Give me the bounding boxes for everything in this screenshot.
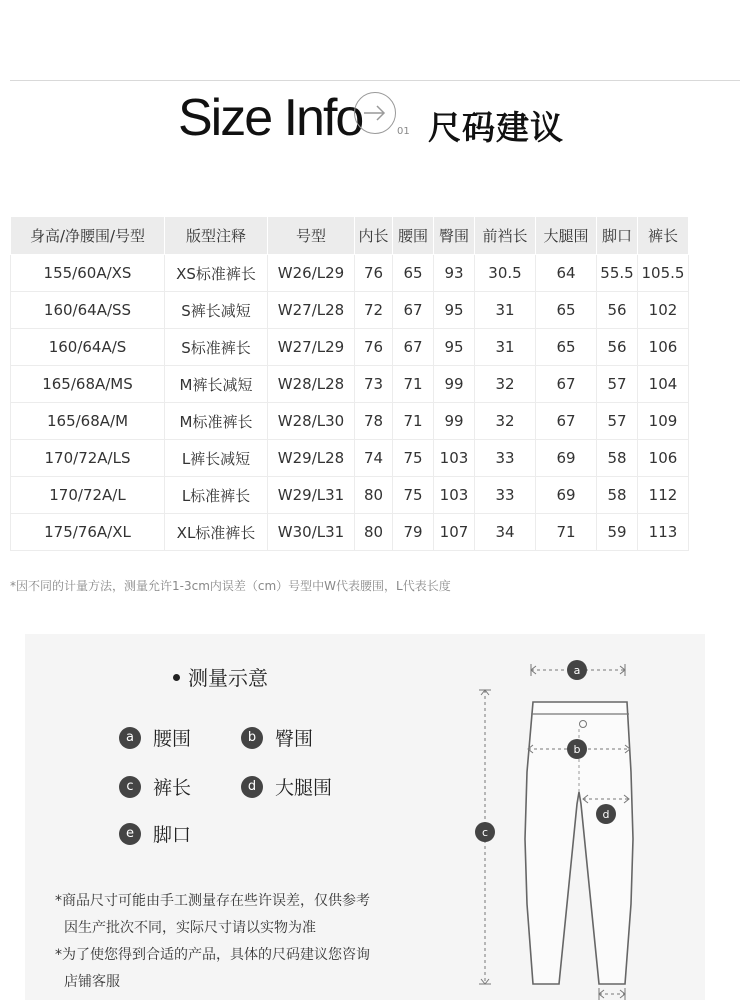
table-cell: 79: [393, 514, 434, 551]
table-cell: 71: [536, 514, 597, 551]
table-row: [11, 255, 689, 292]
table-row: [11, 292, 689, 329]
legend-label: 脚口: [153, 824, 192, 846]
table-cell: 175/76A/XL: [11, 514, 165, 551]
table-cell: 160/64A/S: [11, 329, 165, 366]
table-cell: 76: [355, 255, 393, 292]
col-header: 腰围: [393, 217, 434, 255]
table-cell: 64: [536, 255, 597, 292]
table-cell: 72: [355, 292, 393, 329]
table-cell: 30.5: [475, 255, 536, 292]
footnotes: [55, 888, 370, 996]
footnote-line: *商品尺寸可能由手工测量存在些许误差，仅供参考: [55, 893, 370, 909]
col-header: 脚口: [597, 217, 638, 255]
footnote-line: 店铺客服: [64, 974, 120, 990]
page-header: [178, 86, 598, 156]
table-cell: 102: [638, 292, 689, 329]
table-cell: 33: [475, 477, 536, 514]
table-cell: 65: [536, 329, 597, 366]
table-cell: 104: [638, 366, 689, 403]
table-body: [11, 255, 689, 551]
table-cell: 34: [475, 514, 536, 551]
table-cell: 56: [597, 329, 638, 366]
page-number: 01: [397, 126, 410, 137]
badge-d: d: [241, 776, 263, 798]
table-cell: 75: [393, 477, 434, 514]
table-cell: 67: [536, 366, 597, 403]
table-cell: 76: [355, 329, 393, 366]
table-cell: 160/64A/SS: [11, 292, 165, 329]
table-cell: 71: [393, 366, 434, 403]
bullet-icon: [173, 674, 180, 681]
table-cell: 32: [475, 366, 536, 403]
table-header-row: [11, 217, 689, 255]
table-cell: 73: [355, 366, 393, 403]
footnote-line: 因生产批次不同，实际尺寸请以实物为准: [64, 920, 316, 936]
col-header: 大腿围: [536, 217, 597, 255]
table-cell: 170/72A/L: [11, 477, 165, 514]
table-cell: 32: [475, 403, 536, 440]
legend-label: 腰围: [153, 728, 192, 750]
table-cell: 65: [536, 292, 597, 329]
table-cell: W29/L28: [268, 440, 355, 477]
table-cell: 69: [536, 440, 597, 477]
marker-d-label: d: [602, 808, 610, 821]
arrow-right-icon: [354, 92, 396, 134]
table-cell: 103: [434, 477, 475, 514]
table-cell: 71: [393, 403, 434, 440]
badge-b: b: [241, 727, 263, 749]
table-cell: 106: [638, 329, 689, 366]
table-cell: 57: [597, 403, 638, 440]
measurement-panel: [25, 634, 705, 1000]
table-cell: 165/68A/M: [11, 403, 165, 440]
legend-label: 裤长: [153, 777, 192, 799]
table-cell: M裤长减短: [165, 366, 268, 403]
measure-title-text: 测量示意: [188, 666, 268, 690]
badge-e: e: [119, 823, 141, 845]
table-cell: 99: [434, 366, 475, 403]
col-header: 裤长: [638, 217, 689, 255]
table-cell: 99: [434, 403, 475, 440]
table-cell: 78: [355, 403, 393, 440]
table-cell: 67: [393, 329, 434, 366]
title-chinese: 尺码建议: [428, 108, 564, 147]
legend-item-b: [241, 724, 313, 751]
col-header: 前裆长: [475, 217, 536, 255]
badge-a: a: [119, 727, 141, 749]
table-cell: 67: [536, 403, 597, 440]
table-cell: 57: [597, 366, 638, 403]
table-cell: 33: [475, 440, 536, 477]
table-cell: W30/L31: [268, 514, 355, 551]
marker-c-label: c: [481, 826, 489, 839]
table-cell: W29/L31: [268, 477, 355, 514]
badge-c: c: [119, 776, 141, 798]
col-header: 内长: [355, 217, 393, 255]
legend-item-e: [119, 820, 191, 847]
table-cell: W28/L30: [268, 403, 355, 440]
table-cell: 75: [393, 440, 434, 477]
legend-item-a: [119, 724, 191, 751]
pants-diagram: [473, 654, 693, 1000]
table-cell: 112: [638, 477, 689, 514]
table-cell: 113: [638, 514, 689, 551]
table-cell: 74: [355, 440, 393, 477]
marker-b-label: b: [573, 743, 581, 756]
col-header: 臀围: [434, 217, 475, 255]
table-cell: 59: [597, 514, 638, 551]
legend-label: 大腿围: [275, 777, 333, 799]
table-row: [11, 403, 689, 440]
measure-title: [173, 662, 268, 691]
table-cell: L标准裤长: [165, 477, 268, 514]
table-cell: XS标准裤长: [165, 255, 268, 292]
table-cell: W27/L28: [268, 292, 355, 329]
col-header: 号型: [268, 217, 355, 255]
table-cell: 56: [597, 292, 638, 329]
table-cell: 95: [434, 329, 475, 366]
table-row: [11, 366, 689, 403]
table-cell: W26/L29: [268, 255, 355, 292]
table-cell: L裤长减短: [165, 440, 268, 477]
table-cell: 31: [475, 292, 536, 329]
table-cell: W28/L28: [268, 366, 355, 403]
table-cell: 155/60A/XS: [11, 255, 165, 292]
legend-label: 臀围: [275, 728, 314, 750]
table-cell: 55.5: [597, 255, 638, 292]
legend-item-c: [119, 773, 191, 800]
table-cell: 58: [597, 440, 638, 477]
table-cell: 103: [434, 440, 475, 477]
table-row: [11, 477, 689, 514]
table-cell: 80: [355, 514, 393, 551]
table-cell: XL标准裤长: [165, 514, 268, 551]
table-cell: 31: [475, 329, 536, 366]
table-cell: 67: [393, 292, 434, 329]
table-row: [11, 514, 689, 551]
table-cell: 69: [536, 477, 597, 514]
table-cell: 109: [638, 403, 689, 440]
size-table: [10, 216, 689, 551]
table-cell: 80: [355, 477, 393, 514]
table-cell: S标准裤长: [165, 329, 268, 366]
col-header: 版型注释: [165, 217, 268, 255]
table-cell: 165/68A/MS: [11, 366, 165, 403]
table-cell: M标准裤长: [165, 403, 268, 440]
table-cell: S裤长减短: [165, 292, 268, 329]
table-row: [11, 440, 689, 477]
table-cell: 58: [597, 477, 638, 514]
legend-item-d: [241, 773, 332, 800]
col-header: 身高/净腰围/号型: [11, 217, 165, 255]
table-cell: 170/72A/LS: [11, 440, 165, 477]
measurement-note: *因不同的计量方法，测量允许1-3cm内误差（cm）号型中W代表腰围，L代表长度: [10, 579, 451, 593]
table-cell: 93: [434, 255, 475, 292]
table-cell: 106: [638, 440, 689, 477]
table-cell: 105.5: [638, 255, 689, 292]
marker-a-label: a: [573, 664, 581, 677]
footnote-line: *为了使您得到合适的产品，具体的尺码建议您咨询: [55, 947, 370, 963]
top-divider: [10, 80, 740, 81]
table-cell: 65: [393, 255, 434, 292]
title-english: Size Info: [178, 89, 363, 147]
table-cell: 107: [434, 514, 475, 551]
table-cell: W27/L29: [268, 329, 355, 366]
table-row: [11, 329, 689, 366]
table-cell: 95: [434, 292, 475, 329]
